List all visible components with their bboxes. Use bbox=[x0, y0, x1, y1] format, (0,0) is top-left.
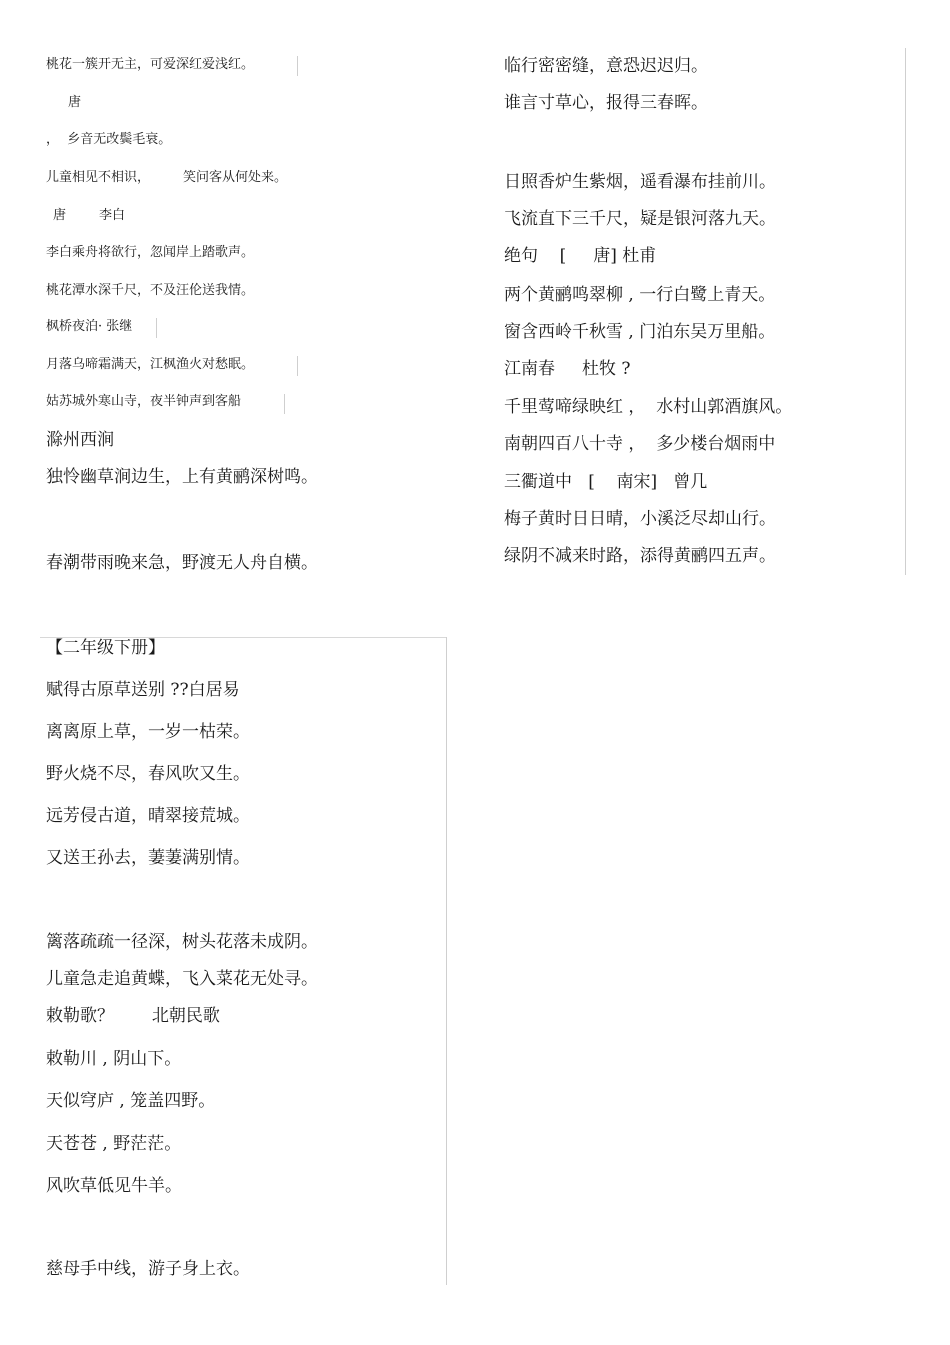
poem-line: 天苍苍 , 野茫茫。 bbox=[46, 1134, 182, 1154]
poem-line: 风吹草低见牛羊。 bbox=[46, 1176, 182, 1196]
poem-title: 三衢道中 [ 南宋] 曾几 bbox=[504, 472, 708, 492]
poem-line: ， 乡音无改鬓毛衰。 bbox=[46, 132, 172, 147]
poem-line: 儿童相见不相识， 笑问客从何处来。 bbox=[46, 170, 288, 185]
poet-line: 唐 李白 bbox=[53, 208, 126, 223]
poem-line: 慈母手中线，游子身上衣。 bbox=[46, 1259, 250, 1279]
poem-line: 桃花一簇开无主，可爱深红爱浅红。 bbox=[46, 57, 255, 72]
section-heading: 【二年级下册】 bbox=[46, 638, 165, 658]
poem-line: 姑苏城外寒山寺，夜半钟声到客船 bbox=[46, 394, 242, 409]
poem-line: 南朝四百八十寺 ， 多少楼台烟雨中 bbox=[504, 434, 776, 454]
divider-line bbox=[905, 48, 906, 575]
poem-line: 李白乘舟将欲行，忽闻岸上踏歌声。 bbox=[46, 245, 255, 260]
poet-line: 唐 bbox=[68, 95, 82, 110]
poem-line: 独怜幽草涧边生，上有黄鹂深树鸣。 bbox=[46, 467, 318, 487]
divider-line bbox=[156, 318, 157, 338]
poem-line: 绿阴不减来时路，添得黄鹂四五声。 bbox=[504, 546, 776, 566]
poem-line: 敕勒川 , 阴山下。 bbox=[46, 1049, 182, 1069]
poem-line: 千里莺啼绿映红 ， 水村山郭酒旗风。 bbox=[504, 397, 793, 417]
poem-line: 临行密密缝，意恐迟迟归。 bbox=[504, 56, 708, 76]
poem-title: 枫桥夜泊· 张继 bbox=[46, 319, 133, 334]
poem-line: 离离原上草，一岁一枯荣。 bbox=[46, 722, 250, 742]
poem-title: 滁州西涧 bbox=[46, 430, 114, 450]
poem-title: 江南春 杜牧 ? bbox=[504, 359, 631, 379]
poem-line: 天似穹庐 , 笼盖四野。 bbox=[46, 1091, 216, 1111]
poem-line: 桃花潭水深千尺，不及汪伦送我情。 bbox=[46, 283, 255, 298]
divider-line bbox=[446, 637, 447, 1285]
poem-line: 春潮带雨晚来急，野渡无人舟自横。 bbox=[46, 553, 318, 573]
poem-line: 两个黄鹂鸣翠柳 , 一行白鹭上青天。 bbox=[504, 285, 776, 305]
poem-title: 赋得古原草送别 ??白居易 bbox=[46, 680, 240, 700]
poem-line: 儿童急走追黄蝶，飞入菜花无处寻。 bbox=[46, 969, 318, 989]
divider-line bbox=[297, 56, 298, 76]
poem-line: 月落乌啼霜满天，江枫渔火对愁眠。 bbox=[46, 357, 255, 372]
poem-line: 飞流直下三千尺，疑是银河落九天。 bbox=[504, 209, 776, 229]
poem-line: 又送王孙去，萋萋满别情。 bbox=[46, 848, 250, 868]
poem-line: 梅子黄时日日晴，小溪泛尽却山行。 bbox=[504, 509, 776, 529]
poem-title: 敕勒歌？ 北朝民歌 bbox=[46, 1006, 220, 1026]
poem-line: 窗含西岭千秋雪 , 门泊东吴万里船。 bbox=[504, 322, 776, 342]
divider-line bbox=[284, 394, 285, 414]
poem-line: 谁言寸草心，报得三春晖。 bbox=[504, 93, 708, 113]
divider-line bbox=[297, 356, 298, 376]
poem-line: 野火烧不尽，春风吹又生。 bbox=[46, 764, 250, 784]
poem-title: 绝句 [ 唐] 杜甫 bbox=[504, 246, 657, 266]
poem-line: 日照香炉生紫烟，遥看瀑布挂前川。 bbox=[504, 172, 776, 192]
poem-line: 篱落疏疏一径深，树头花落未成阴。 bbox=[46, 932, 318, 952]
poem-line: 远芳侵古道，晴翠接荒城。 bbox=[46, 806, 250, 826]
